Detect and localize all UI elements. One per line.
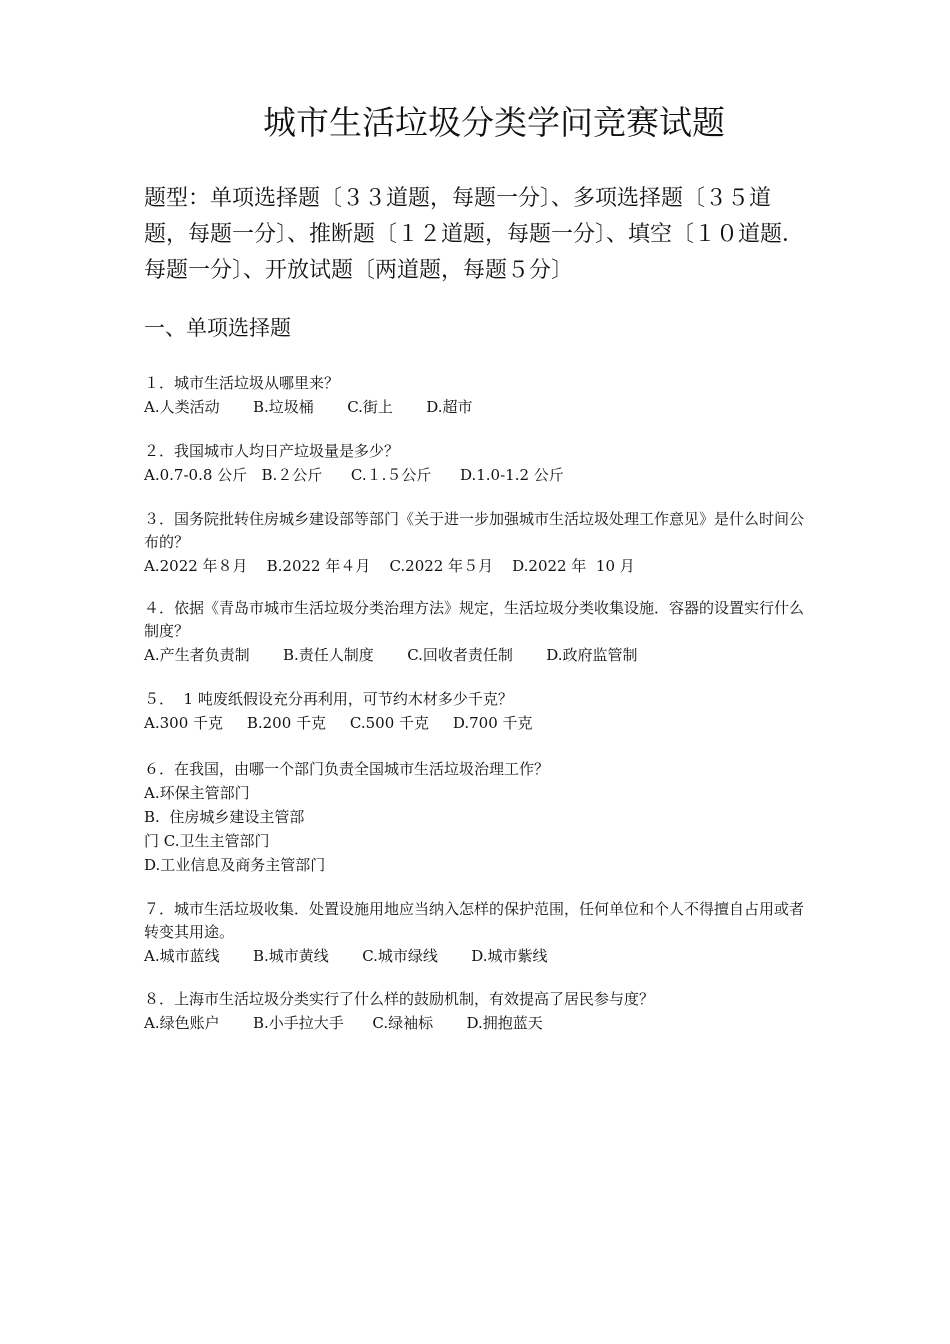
document-title: 城市生活垃圾分类学问竞赛试题 [263,103,725,142]
question-5 [144,688,809,735]
option-a: A.城市蓝线 [144,947,220,965]
option-row [144,945,809,968]
option-d: D.700 千克 [452,714,533,732]
option-line: A.环保主管部门 [144,784,250,802]
section-heading: 一、单项选择题 [144,316,291,340]
question-stem: １．城市生活垃圾从哪里来？ [144,374,340,392]
option-d: D.城市紫线 [471,947,548,965]
question-stem: ６．在我国，由哪一个部门负责全国城市生活垃圾治理工作？ [144,760,550,778]
option-d: D.超市 [426,398,473,416]
question-6 [144,758,809,877]
question-2 [144,440,809,487]
option-line: D.工业信息及商务主管部门 [144,856,326,874]
option-b: B.2022 年４月 [266,557,371,575]
option-row [144,644,809,667]
option-d: D.1.0-1.2 公斤 [459,466,564,484]
question-stem: ２．我国城市人均日产垃圾量是多少？ [144,442,400,460]
question-1 [144,372,809,419]
question-stem: ８．上海市生活垃圾分类实行了什么样的鼓励机制，有效提高了居民参与度？ [144,990,655,1008]
option-a: A.人类活动 [144,398,220,416]
option-row [144,712,809,735]
option-c: C.2022 年５月 [389,557,494,575]
option-b: B.小手拉大手 [253,1014,344,1032]
question-7 [144,898,809,968]
option-c: C.回收者责任制 [407,646,513,664]
question-stem: ３．国务院批转住房城乡建设部等部门《关于进一步加强城市生活垃圾处理工作意见》是什么时间公布的？ [144,510,805,551]
question-stem: ４．依据《青岛市城市生活垃圾分类治理方法》规定，生活垃圾分类收集设施．容器的设置实行什么制度？ [144,599,805,640]
question-3 [144,508,809,578]
option-line: B. 住房城乡建设主管部 [144,808,305,826]
option-a: A.绿色账户 [144,1014,220,1032]
option-c: C.街上 [347,398,393,416]
question-4 [144,597,809,667]
question-stem: ５． 1 吨废纸假设充分再利用，可节约木材多少千克？ [144,690,513,708]
option-b: B.200 千克 [246,714,327,732]
option-c: C.绿袖标 [372,1014,434,1032]
option-row [144,464,809,487]
option-d: D.拥抱蓝天 [466,1014,543,1032]
option-row [144,396,809,419]
option-row [144,555,809,578]
option-a: A.0.7-0.8 公斤 [144,466,248,484]
question-8 [144,988,809,1035]
option-b: B.２公斤 [261,466,323,484]
option-d: D.政府监管制 [546,646,638,664]
option-line: 门 C.卫生主管部门 [144,832,270,850]
question-type-intro: 题型：单项选择题〔３３道题，每题一分〕、多项选择题〔３５道题，每题一分〕、推断题〔１２道题，每题一分〕、填空〔１０道题．每题一分〕、开放试题〔两道题，每题５分〕 [144,186,805,283]
option-c: C.500 千克 [349,714,429,732]
question-stem: ７．城市生活垃圾收集．处置设施用地应当纳入怎样的保护范围，任何单位和个人不得擅自占用或者转变其用途。 [144,900,805,941]
option-a: A.300 千克 [144,714,223,732]
option-row [144,1012,809,1035]
option-b: B.垃圾桶 [253,398,314,416]
option-a: A.2022 年８月 [144,557,248,575]
option-a: A.产生者负责制 [144,646,250,664]
option-d: D.2022 年 10 月 [512,557,635,575]
option-b: B.责任人制度 [283,646,374,664]
option-c: C.城市绿线 [362,947,438,965]
option-c: C.１.５公斤 [350,466,432,484]
option-b: B.城市黄线 [253,947,329,965]
